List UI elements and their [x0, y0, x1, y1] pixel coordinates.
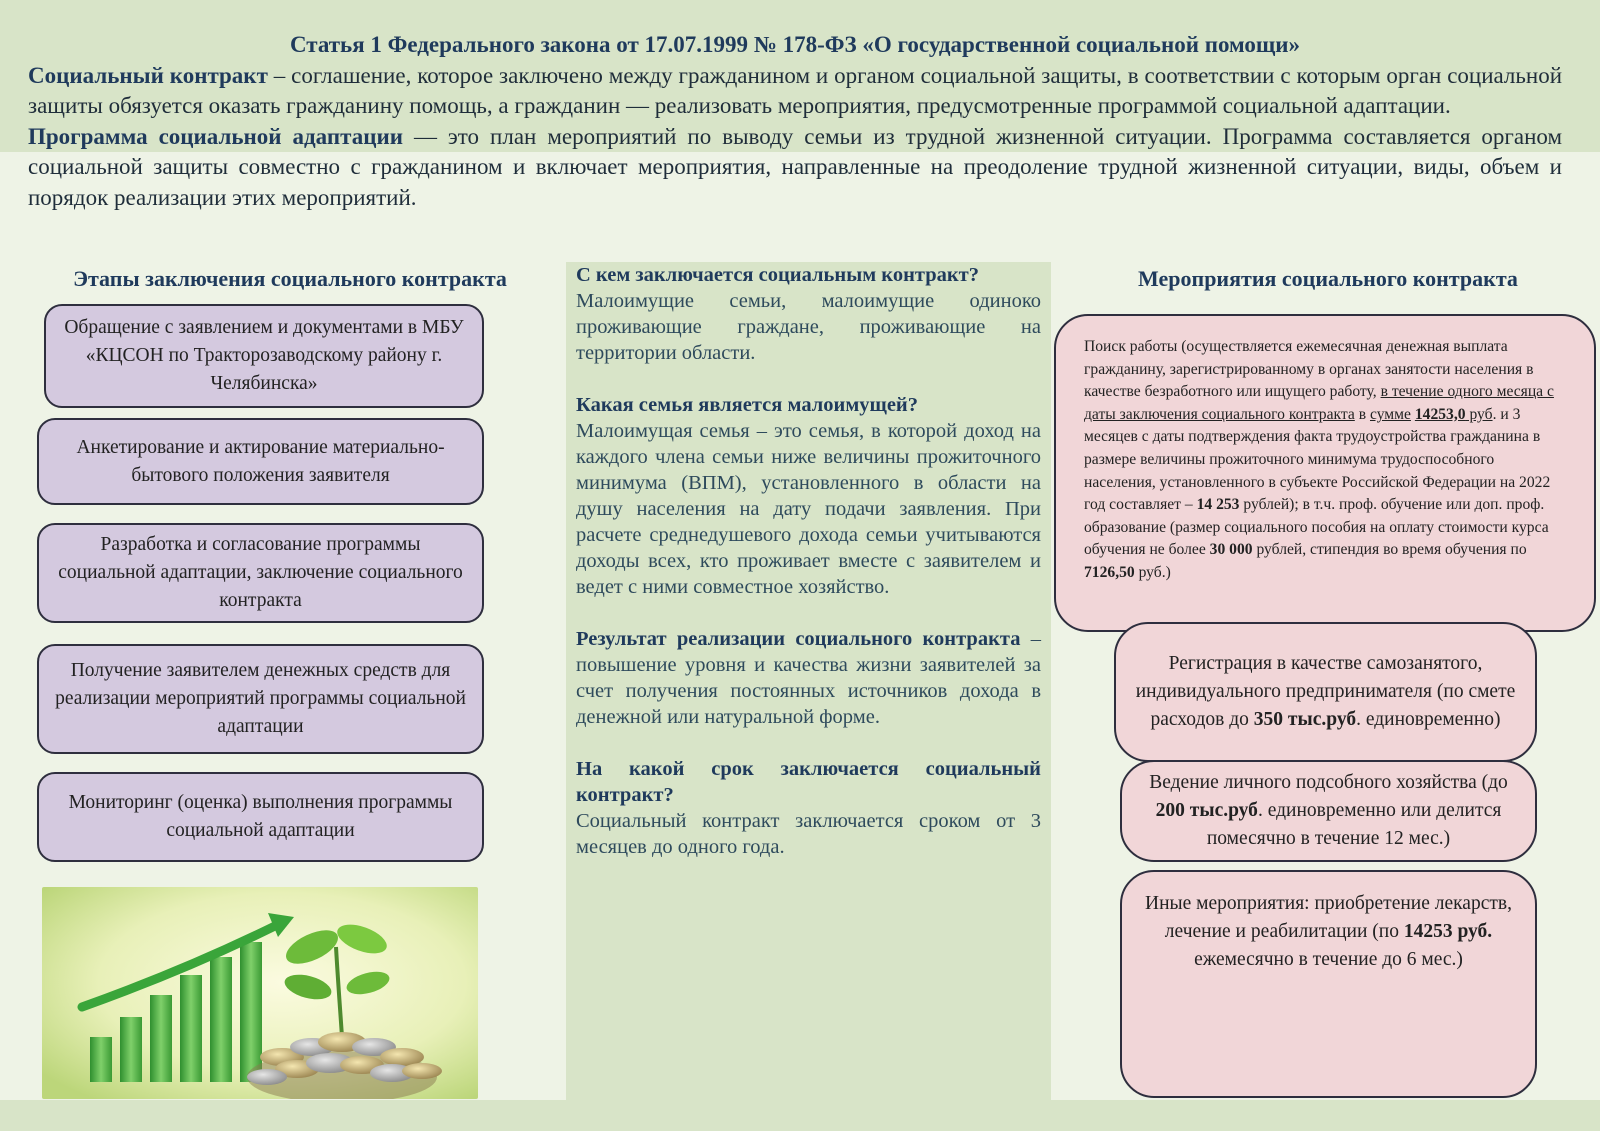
faq-answer-2: Малоимущая семья – это семья, в которой доход на каждого члена семьи ниже величины прожиточного минимума (ВПМ), установленного в области на душу населения на дату подачи заявления. При расчете среднедушевого дохода семьи учитываются доходы всех, кто проживает вместе с заявителем и ведет с ними совместное хозяйство. [576, 420, 1041, 598]
growth-illustration [42, 887, 478, 1099]
faq-answer-3: – повышение уровня и качества жизни заявителей за счет получения постоянных источников дохода в денежной или натуральной форме. [576, 628, 1042, 728]
stage-1: Обращение с заявлением и документами в МБУ «КЦСОН по Тракторозаводскому району г. Челябинска» [44, 304, 484, 408]
contract-def-text: – соглашение, которое заключено между гражданином и органом социальной защиты, в соответствии с которым орган социальной защиты обязуется оказать гражданину помощь, а гражданин — реализовать мероприятия, предусмотренные программой социальной адаптации. [28, 62, 1563, 118]
faq-result [576, 626, 1041, 730]
measure-farm: Ведение личного подсобного хозяйства (до 200 тыс.руб. единовременно или делится помесячно в течение 12 мес.) [1120, 760, 1537, 862]
measures-title: Мероприятия социального контракта [1138, 266, 1518, 291]
faq-question-1: С кем заключается социальным контракт? [576, 264, 980, 286]
faq-question-2: Какая семья является малоимущей? [576, 394, 918, 416]
header-block [28, 30, 1562, 213]
contract-definition [28, 61, 1562, 122]
measure-job-search: Поиск работы (осуществляется ежемесячная денежная выплата гражданину, зарегистрированному в органах занятости населения в качестве безработного или ищущего работу, в течение одного месяца с даты заключения социального контракта в сумме 14253,0 руб. и 3 месяцев с даты подтверждения факта трудоустройства гражданина в размере величины прожиточного минимума трудоспособного населения, установленного в субъекте Российской Федерации на 2022 год составляет – 14 253 рублей); в т.ч. проф. обучение или доп. проф. образование (размер социального пособия на оплату стоимости курса обучения не более 30 000 рублей, стипендия во время обучения по 7126,50 руб.) [1054, 314, 1596, 632]
faq-content [576, 262, 1041, 860]
faq-answer-4: Социальный контракт заключается сроком от 3 месяцев до одного года. [576, 810, 1041, 858]
program-def-text: — это план мероприятий по выводу семьи из трудной жизненной ситуации. Программа составляется органом социальной защиты совместно с гражданином и включает мероприятия, направленные на преодоление трудной жизненной ситуации, виды, объем и порядок реализации этих мероприятий. [28, 123, 1562, 210]
measure-other: Иные мероприятия: приобретение лекарств, лечение и реабилитации (по 14253 руб. ежемесячно в течение до 6 мес.) [1120, 870, 1537, 1098]
stages-title: Этапы заключения социального контракта [73, 266, 507, 291]
program-definition [28, 122, 1562, 214]
bottom-band [0, 1100, 1600, 1131]
stage-2: Анкетирование и актирование материально-бытового положения заявителя [37, 418, 484, 505]
page-title: Статья 1 Федерального закона от 17.07.1999 № 178-ФЗ «О государственной социальной помощи» [289, 32, 1301, 57]
stage-4: Получение заявителем денежных средств для реализации мероприятий программы социальной адаптации [37, 644, 484, 754]
faq-answer-1: Малоимущие семьи, малоимущие одиноко проживающие граждане, проживающие на территории области. [576, 290, 1041, 364]
stage-3: Разработка и согласование программы социальной адаптации, заключение социального контракта [37, 523, 484, 623]
measure-self-employed: Регистрация в качестве самозанятого, индивидуального предпринимателя (по смете расходов до 350 тыс.руб. единовременно) [1114, 622, 1537, 762]
contract-term: Социальный контракт [28, 62, 268, 88]
faq-question-3: Результат реализации социального контракта [576, 628, 1021, 650]
faq-question-4: На какой срок заключается социальный контракт? [576, 758, 1041, 806]
program-term: Программа социальной адаптации [28, 123, 403, 149]
stage-5: Мониторинг (оценка) выполнения программы социальной адаптации [37, 772, 484, 862]
